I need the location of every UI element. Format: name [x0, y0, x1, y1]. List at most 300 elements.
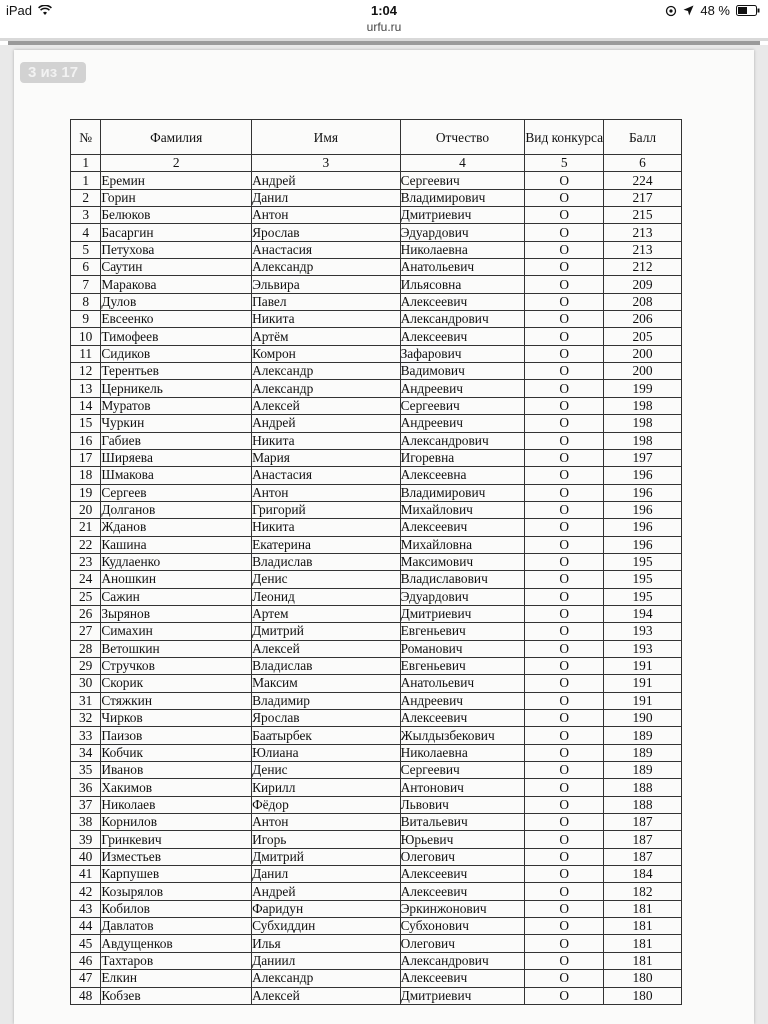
first-name-cell: Александр — [252, 363, 401, 380]
first-name-cell: Алексей — [252, 397, 401, 414]
competition-type-cell: О — [525, 605, 604, 622]
table-row — [71, 293, 682, 310]
patronymic-cell: Алексеевич — [400, 883, 525, 900]
row-number: 21 — [71, 519, 101, 536]
first-name-cell: Антон — [252, 207, 401, 224]
first-name-cell: Владислав — [252, 553, 401, 570]
header-number: № — [71, 120, 101, 155]
patronymic-cell: Николаевна — [400, 241, 525, 258]
first-name-cell: Андрей — [252, 883, 401, 900]
table-row — [71, 189, 682, 206]
first-name-cell: Игорь — [252, 831, 401, 848]
table-row — [71, 900, 682, 917]
first-name-cell: Мария — [252, 449, 401, 466]
score-cell: 213 — [604, 224, 682, 241]
column-number-row — [71, 155, 682, 172]
score-cell: 193 — [604, 640, 682, 657]
surname-cell: Сергеев — [101, 484, 252, 501]
competition-type-cell: О — [525, 328, 604, 345]
score-cell: 196 — [604, 519, 682, 536]
surname-cell: Николаев — [101, 796, 252, 813]
row-number: 1 — [71, 172, 101, 189]
patronymic-cell: Алексеевна — [400, 467, 525, 484]
clock: 1:04 — [370, 3, 398, 18]
score-cell: 195 — [604, 571, 682, 588]
score-cell: 188 — [604, 779, 682, 796]
row-number: 11 — [71, 345, 101, 362]
competition-type-cell: О — [525, 259, 604, 276]
patronymic-cell: Владимирович — [400, 189, 525, 206]
competition-type-cell: О — [525, 935, 604, 952]
table-row — [71, 311, 682, 328]
patronymic-cell: Максимович — [400, 553, 525, 570]
patronymic-cell: Александрович — [400, 432, 525, 449]
table-row — [71, 345, 682, 362]
first-name-cell: Ярослав — [252, 710, 401, 727]
score-cell: 200 — [604, 345, 682, 362]
score-cell: 196 — [604, 484, 682, 501]
header-surname: Фамилия — [101, 120, 252, 155]
score-cell: 196 — [604, 467, 682, 484]
first-name-cell: Владимир — [252, 692, 401, 709]
competition-type-cell: О — [525, 224, 604, 241]
table-row — [71, 762, 682, 779]
score-cell: 184 — [604, 866, 682, 883]
first-name-cell: Ярослав — [252, 224, 401, 241]
competition-type-cell: О — [525, 345, 604, 362]
first-name-cell: Илья — [252, 935, 401, 952]
row-number: 42 — [71, 883, 101, 900]
surname-cell: Зырянов — [101, 605, 252, 622]
table-row — [71, 571, 682, 588]
row-number: 24 — [71, 571, 101, 588]
surname-cell: Сидиков — [101, 345, 252, 362]
competition-type-cell: О — [525, 571, 604, 588]
first-name-cell: Данил — [252, 866, 401, 883]
patronymic-cell: Антонович — [400, 779, 525, 796]
surname-cell: Гринкевич — [101, 831, 252, 848]
column-index: 3 — [252, 155, 401, 172]
score-cell: 180 — [604, 970, 682, 987]
table-row — [71, 623, 682, 640]
row-number: 19 — [71, 484, 101, 501]
score-cell: 190 — [604, 710, 682, 727]
patronymic-cell: Михайловна — [400, 536, 525, 553]
patronymic-cell: Андреевич — [400, 415, 525, 432]
column-index: 5 — [525, 155, 604, 172]
row-number: 31 — [71, 692, 101, 709]
first-name-cell: Дмитрий — [252, 848, 401, 865]
row-number: 23 — [71, 553, 101, 570]
score-cell: 198 — [604, 415, 682, 432]
patronymic-cell: Дмитриевич — [400, 987, 525, 1004]
patronymic-cell: Львович — [400, 796, 525, 813]
row-number: 6 — [71, 259, 101, 276]
table-body — [71, 172, 682, 1005]
first-name-cell: Алексей — [252, 987, 401, 1004]
first-name-cell: Алексей — [252, 640, 401, 657]
table-row — [71, 397, 682, 414]
patronymic-cell: Сергеевич — [400, 397, 525, 414]
competition-type-cell: О — [525, 744, 604, 761]
surname-cell: Муратов — [101, 397, 252, 414]
patronymic-cell: Евгеньевич — [400, 657, 525, 674]
first-name-cell: Артем — [252, 605, 401, 622]
competition-type-cell: О — [525, 207, 604, 224]
first-name-cell: Андрей — [252, 172, 401, 189]
table-row — [71, 952, 682, 969]
row-number: 38 — [71, 814, 101, 831]
patronymic-cell: Алексеевич — [400, 328, 525, 345]
competition-type-cell: О — [525, 710, 604, 727]
score-cell: 195 — [604, 553, 682, 570]
table-row — [71, 831, 682, 848]
header-name: Имя — [252, 120, 401, 155]
competition-type-cell: О — [525, 866, 604, 883]
score-cell: 191 — [604, 657, 682, 674]
competition-type-cell: О — [525, 675, 604, 692]
surname-cell: Чуркин — [101, 415, 252, 432]
table-row — [71, 883, 682, 900]
competition-type-cell: О — [525, 762, 604, 779]
column-index: 6 — [604, 155, 682, 172]
first-name-cell: Александр — [252, 380, 401, 397]
status-bar — [0, 0, 768, 22]
url-text[interactable]: urfu.ru — [366, 20, 402, 34]
row-number: 32 — [71, 710, 101, 727]
score-cell: 181 — [604, 952, 682, 969]
table-row — [71, 449, 682, 466]
table-row — [71, 935, 682, 952]
competition-type-cell: О — [525, 987, 604, 1004]
patronymic-cell: Владиславович — [400, 571, 525, 588]
row-number: 29 — [71, 657, 101, 674]
surname-cell: Иванов — [101, 762, 252, 779]
competition-type-cell: О — [525, 172, 604, 189]
surname-cell: Ширяева — [101, 449, 252, 466]
first-name-cell: Денис — [252, 571, 401, 588]
table-row — [71, 536, 682, 553]
device-name: iPad — [6, 3, 33, 18]
surname-cell: Авдущенков — [101, 935, 252, 952]
first-name-cell: Анастасия — [252, 467, 401, 484]
patronymic-cell: Евгеньевич — [400, 623, 525, 640]
row-number: 39 — [71, 831, 101, 848]
patronymic-cell: Алексеевич — [400, 970, 525, 987]
first-name-cell: Андрей — [252, 415, 401, 432]
surname-cell: Терентьев — [101, 363, 252, 380]
score-cell: 181 — [604, 918, 682, 935]
competition-type-cell: О — [525, 311, 604, 328]
score-cell: 198 — [604, 432, 682, 449]
row-number: 40 — [71, 848, 101, 865]
competition-type-cell: О — [525, 883, 604, 900]
patronymic-cell: Жылдызбекович — [400, 727, 525, 744]
row-number: 14 — [71, 397, 101, 414]
first-name-cell: Анастасия — [252, 241, 401, 258]
competition-type-cell: О — [525, 831, 604, 848]
score-cell: 224 — [604, 172, 682, 189]
row-number: 44 — [71, 918, 101, 935]
column-index: 2 — [101, 155, 252, 172]
competition-type-cell: О — [525, 692, 604, 709]
row-number: 34 — [71, 744, 101, 761]
surname-cell: Дулов — [101, 293, 252, 310]
row-number: 3 — [71, 207, 101, 224]
score-cell: 189 — [604, 744, 682, 761]
table-row — [71, 848, 682, 865]
surname-cell: Скорик — [101, 675, 252, 692]
table-row — [71, 363, 682, 380]
competition-type-cell: О — [525, 189, 604, 206]
score-cell: 191 — [604, 692, 682, 709]
first-name-cell: Юлиана — [252, 744, 401, 761]
surname-cell: Басаргин — [101, 224, 252, 241]
score-cell: 194 — [604, 605, 682, 622]
row-number: 20 — [71, 501, 101, 518]
surname-cell: Ветошкин — [101, 640, 252, 657]
battery-percent: 48 % — [700, 3, 730, 18]
first-name-cell: Леонид — [252, 588, 401, 605]
first-name-cell: Фаридун — [252, 900, 401, 917]
competition-type-cell: О — [525, 519, 604, 536]
competition-type-cell: О — [525, 276, 604, 293]
first-name-cell: Баатырбек — [252, 727, 401, 744]
score-cell: 181 — [604, 935, 682, 952]
table-row — [71, 553, 682, 570]
table-row — [71, 796, 682, 813]
table-row — [71, 744, 682, 761]
patronymic-cell: Николаевна — [400, 744, 525, 761]
score-cell: 209 — [604, 276, 682, 293]
patronymic-cell: Дмитриевич — [400, 207, 525, 224]
patronymic-cell: Андреевич — [400, 692, 525, 709]
surname-cell: Жданов — [101, 519, 252, 536]
surname-cell: Давлатов — [101, 918, 252, 935]
table-row — [71, 692, 682, 709]
score-cell: 200 — [604, 363, 682, 380]
surname-cell: Долганов — [101, 501, 252, 518]
patronymic-cell: Ильясовна — [400, 276, 525, 293]
competition-type-cell: О — [525, 640, 604, 657]
competition-type-cell: О — [525, 484, 604, 501]
row-number: 22 — [71, 536, 101, 553]
row-number: 18 — [71, 467, 101, 484]
table-row — [71, 501, 682, 518]
score-cell: 181 — [604, 900, 682, 917]
header-patronymic: Отчество — [400, 120, 525, 155]
first-name-cell: Эльвира — [252, 276, 401, 293]
score-cell: 189 — [604, 762, 682, 779]
patronymic-cell: Александрович — [400, 952, 525, 969]
table-row — [71, 241, 682, 258]
score-cell: 198 — [604, 397, 682, 414]
score-cell: 208 — [604, 293, 682, 310]
competition-type-cell: О — [525, 588, 604, 605]
table-row — [71, 276, 682, 293]
score-cell: 205 — [604, 328, 682, 345]
surname-cell: Горин — [101, 189, 252, 206]
first-name-cell: Артём — [252, 328, 401, 345]
row-number: 15 — [71, 415, 101, 432]
surname-cell: Кобзев — [101, 987, 252, 1004]
battery-icon — [736, 5, 760, 16]
patronymic-cell: Юрьевич — [400, 831, 525, 848]
score-cell: 196 — [604, 501, 682, 518]
surname-cell: Еремин — [101, 172, 252, 189]
first-name-cell: Екатерина — [252, 536, 401, 553]
row-number: 16 — [71, 432, 101, 449]
surname-cell: Чирков — [101, 710, 252, 727]
score-cell: 212 — [604, 259, 682, 276]
competition-type-cell: О — [525, 449, 604, 466]
surname-cell: Аношкин — [101, 571, 252, 588]
competition-type-cell: О — [525, 779, 604, 796]
score-cell: 206 — [604, 311, 682, 328]
first-name-cell: Данил — [252, 189, 401, 206]
surname-cell: Тимофеев — [101, 328, 252, 345]
surname-cell: Кашина — [101, 536, 252, 553]
patronymic-cell: Владимирович — [400, 484, 525, 501]
column-index: 4 — [400, 155, 525, 172]
competition-type-cell: О — [525, 918, 604, 935]
first-name-cell: Никита — [252, 519, 401, 536]
first-name-cell: Антон — [252, 484, 401, 501]
patronymic-cell: Эркинжонович — [400, 900, 525, 917]
row-number: 12 — [71, 363, 101, 380]
first-name-cell: Александр — [252, 970, 401, 987]
patronymic-cell: Романович — [400, 640, 525, 657]
table-row — [71, 710, 682, 727]
surname-cell: Стручков — [101, 657, 252, 674]
orientation-lock-icon — [665, 5, 677, 17]
row-number: 41 — [71, 866, 101, 883]
competition-type-cell: О — [525, 970, 604, 987]
competition-type-cell: О — [525, 814, 604, 831]
row-number: 36 — [71, 779, 101, 796]
surname-cell: Кобчик — [101, 744, 252, 761]
surname-cell: Габиев — [101, 432, 252, 449]
table-row — [71, 259, 682, 276]
surname-cell: Хакимов — [101, 779, 252, 796]
table-row — [71, 432, 682, 449]
competition-type-cell: О — [525, 623, 604, 640]
surname-cell: Сажин — [101, 588, 252, 605]
row-number: 17 — [71, 449, 101, 466]
patronymic-cell: Александрович — [400, 311, 525, 328]
score-cell: 197 — [604, 449, 682, 466]
row-number: 43 — [71, 900, 101, 917]
first-name-cell: Субхиддин — [252, 918, 401, 935]
patronymic-cell: Олегович — [400, 848, 525, 865]
table-row — [71, 328, 682, 345]
surname-cell: Карпушев — [101, 866, 252, 883]
patronymic-cell: Игоревна — [400, 449, 525, 466]
patronymic-cell: Алексеевич — [400, 519, 525, 536]
table-row — [71, 970, 682, 987]
competition-type-cell: О — [525, 727, 604, 744]
first-name-cell: Александр — [252, 259, 401, 276]
score-cell: 189 — [604, 727, 682, 744]
surname-cell: Маракова — [101, 276, 252, 293]
table-row — [71, 224, 682, 241]
score-cell: 188 — [604, 796, 682, 813]
first-name-cell: Максим — [252, 675, 401, 692]
column-index: 1 — [71, 155, 101, 172]
competition-type-cell: О — [525, 380, 604, 397]
page-indicator: 3 из 17 — [20, 62, 86, 83]
patronymic-cell: Андреевич — [400, 380, 525, 397]
competition-type-cell: О — [525, 657, 604, 674]
header-score: Балл — [604, 120, 682, 155]
score-cell: 215 — [604, 207, 682, 224]
first-name-cell: Кирилл — [252, 779, 401, 796]
header-row — [71, 120, 682, 155]
row-number: 30 — [71, 675, 101, 692]
first-name-cell: Дмитрий — [252, 623, 401, 640]
table-row — [71, 519, 682, 536]
patronymic-cell: Сергеевич — [400, 172, 525, 189]
patronymic-cell: Алексеевич — [400, 293, 525, 310]
row-number: 45 — [71, 935, 101, 952]
competition-type-cell: О — [525, 415, 604, 432]
patronymic-cell: Зафарович — [400, 345, 525, 362]
table-row — [71, 640, 682, 657]
score-cell: 187 — [604, 814, 682, 831]
surname-cell: Кобилов — [101, 900, 252, 917]
patronymic-cell: Дмитриевич — [400, 605, 525, 622]
table-row — [71, 467, 682, 484]
score-cell: 193 — [604, 623, 682, 640]
status-right — [665, 3, 760, 18]
table-row — [71, 484, 682, 501]
surname-cell: Церникель — [101, 380, 252, 397]
competition-type-cell: О — [525, 501, 604, 518]
address-bar[interactable] — [0, 20, 768, 38]
table-row — [71, 727, 682, 744]
surname-cell: Петухова — [101, 241, 252, 258]
row-number: 4 — [71, 224, 101, 241]
surname-cell: Саутин — [101, 259, 252, 276]
row-number: 13 — [71, 380, 101, 397]
surname-cell: Симахин — [101, 623, 252, 640]
competition-type-cell: О — [525, 900, 604, 917]
table-row — [71, 866, 682, 883]
table-row — [71, 779, 682, 796]
first-name-cell: Владислав — [252, 657, 401, 674]
results-table — [70, 119, 682, 1005]
table-row — [71, 675, 682, 692]
row-number: 28 — [71, 640, 101, 657]
row-number: 46 — [71, 952, 101, 969]
surname-cell: Корнилов — [101, 814, 252, 831]
score-cell: 213 — [604, 241, 682, 258]
first-name-cell: Павел — [252, 293, 401, 310]
first-name-cell: Никита — [252, 432, 401, 449]
patronymic-cell: Витальевич — [400, 814, 525, 831]
row-number: 9 — [71, 311, 101, 328]
competition-type-cell: О — [525, 432, 604, 449]
patronymic-cell: Эдуардович — [400, 224, 525, 241]
row-number: 47 — [71, 970, 101, 987]
surname-cell: Стяжкин — [101, 692, 252, 709]
header-competition-type: Вид конкурса — [525, 120, 604, 155]
competition-type-cell: О — [525, 848, 604, 865]
row-number: 33 — [71, 727, 101, 744]
row-number: 7 — [71, 276, 101, 293]
row-number: 25 — [71, 588, 101, 605]
table-row — [71, 605, 682, 622]
